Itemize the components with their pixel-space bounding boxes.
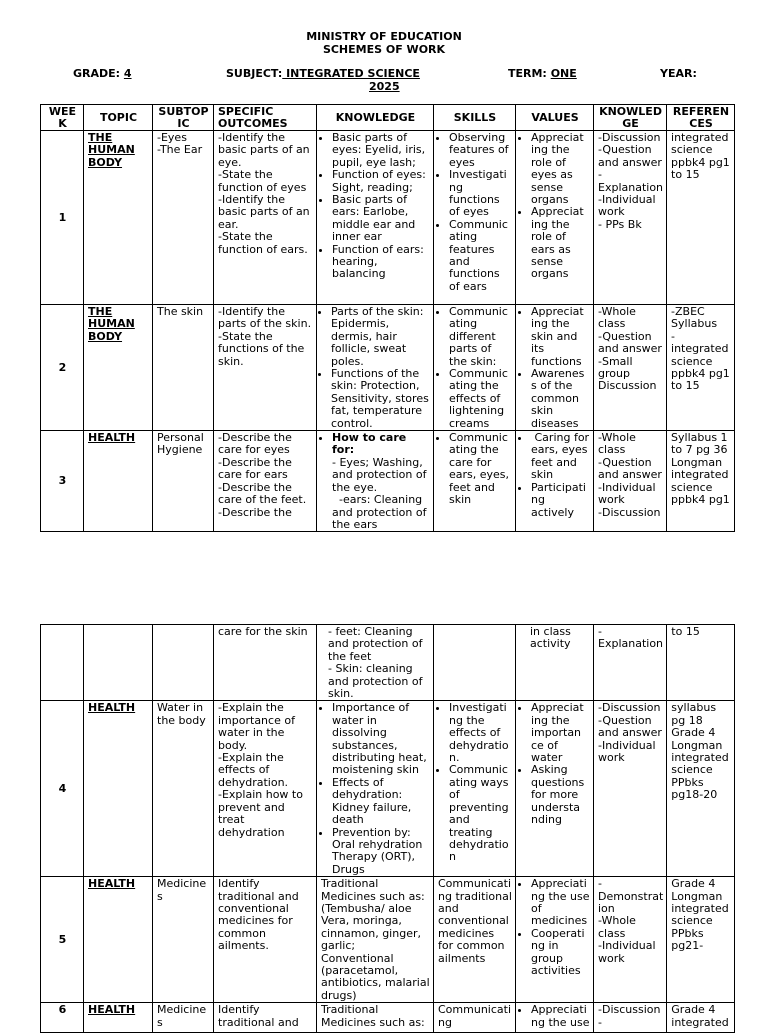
document-title: SCHEMES OF WORK <box>322 43 446 56</box>
list-item: • Participati ng actively <box>531 482 590 519</box>
col-week: WEE K <box>41 105 84 131</box>
topic-cell <box>84 625 153 701</box>
list-item: • Communic ating different parts of the skin: <box>449 306 512 368</box>
topic-text: THE HUMAN BODY <box>88 305 135 343</box>
week-cell: 4 <box>41 701 84 877</box>
methods-cell: -Discussion -Question and answer - Explanation -Individual work - PPs Bk <box>594 131 667 305</box>
list-item: • How to care for: <box>332 432 430 457</box>
list-item: • Communic ating features and functions of ears <box>449 219 512 293</box>
week-cell: 1 <box>41 131 84 305</box>
col-skills: SKILLS <box>434 105 516 131</box>
subtopic-cell: Medicine s <box>153 1003 214 1033</box>
table-row <box>41 305 735 431</box>
list-item: • Communic ating the effects of lightening creams <box>449 368 512 430</box>
topic-cell <box>84 305 153 431</box>
scheme-table-page2 <box>40 624 735 1033</box>
references-cell: integrated science ppbk4 pg1 to 15 <box>667 131 735 305</box>
values-cell <box>516 1003 594 1033</box>
skills-cell: Communicati ng <box>434 1003 516 1033</box>
list-item: • Cooperati ng in group activities <box>531 928 590 978</box>
subtopic-cell: Water in the body <box>153 701 214 877</box>
references-cell: Grade 4 Longman integrated science PPbks pg21- <box>667 877 735 1003</box>
header-row <box>41 105 735 131</box>
knowledge-cell <box>317 131 434 305</box>
col-values: VALUES <box>516 105 594 131</box>
outcomes-cell: -Explain the importance of water in the body. -Explain the effects of dehydration. -Explain how to prevent and treat dehydration <box>214 701 317 877</box>
subtopic-cell: Medicine s <box>153 877 214 1003</box>
grade-label: GRADE: <box>73 67 121 80</box>
skills-cell <box>434 131 516 305</box>
values-cell <box>516 701 594 877</box>
list-item: • Appreciat ing the role of eyes as sense organs <box>531 132 590 206</box>
list-item: • Investigati ng functions of eyes <box>449 169 512 219</box>
list-item: • Appreciat ing the role of ears as sense organs <box>531 206 590 280</box>
skills-cell <box>434 701 516 877</box>
references-cell: -ZBEC Syllabus - integrated science ppbk4 pg1 to 15 <box>667 305 735 431</box>
knowledge-cell <box>317 431 434 532</box>
list-item: • Parts of the skin: Epidermis, dermis, hair follicle, sweat poles. <box>331 306 430 368</box>
topic-text: HEALTH <box>88 701 136 715</box>
list-item: • Observing features of eyes <box>449 132 512 169</box>
outcomes-cell: care for the skin <box>214 625 317 701</box>
list-item: • Investigati ng the effects of dehydratio n. <box>449 702 512 764</box>
list-item: • Basic parts of eyes: Eyelid, iris, pupil, eye lash; <box>332 132 430 169</box>
outcomes-cell: Identify traditional and <box>214 1003 317 1033</box>
methods-cell: -Discussion - <box>594 1003 667 1033</box>
topic-text: HEALTH <box>88 431 136 445</box>
skills-cell <box>434 625 516 701</box>
col-outcomes: SPECIFIC OUTCOMES <box>214 105 317 131</box>
topic-text: HEALTH <box>88 1003 136 1017</box>
list-item: • Asking questions for more understa nding <box>531 764 590 826</box>
values-cell <box>516 131 594 305</box>
references-cell: Syllabus 1 to 7 pg 36 Longman integrated science ppbk4 pg1 <box>667 431 735 532</box>
col-references: REFEREN CES <box>667 105 735 131</box>
skills-cell: Communicati ng traditional and conventional medicines for common ailments <box>434 877 516 1003</box>
values-cell <box>516 305 594 431</box>
subtopic-cell <box>153 625 214 701</box>
table-row <box>41 431 735 532</box>
references-cell: syllabus pg 18 Grade 4 Longman integrated science PPbks pg18-20 <box>667 701 735 877</box>
subject-label: SUBJECT: <box>226 67 283 80</box>
list-item: • Functions of the skin: Protection, Sensitivity, stores fat, temperature control. <box>331 368 430 430</box>
list-item: • Effects of dehydration: Kidney failure, death <box>332 777 430 827</box>
knowledge-cell: Traditional Medicines such as: (Tembusha/ aloe Vera, moringa, cinnamon, ginger, garlic; Conventional (paracetamol, antibiotics, malarial drugs) <box>317 877 434 1003</box>
table-row <box>41 701 735 877</box>
year-field <box>660 67 697 80</box>
list-item: • Importance of water in dissolving substances, distributing heat, moistening skin <box>332 702 430 776</box>
knowledge-line: - Eyes; Washing, and protection of the eye. <box>332 455 427 494</box>
outcomes-cell: Identify traditional and conventional medicines for common ailments. <box>214 877 317 1003</box>
table-row <box>41 1003 735 1033</box>
term-label: TERM: <box>508 67 547 80</box>
methods-cell: -Discussion -Question and answer -Individual work <box>594 701 667 877</box>
knowledge-cell <box>317 625 434 701</box>
list-item: • Prevention by: Oral rehydration Therapy (ORT), Drugs <box>332 827 430 877</box>
list-item: • Appreciat ing the importan ce of water <box>531 702 590 764</box>
col-methods: KNOWLED GE <box>594 105 667 131</box>
skills-cell <box>434 305 516 431</box>
ministry-title: MINISTRY OF EDUCATION <box>306 30 462 43</box>
subject-field <box>226 67 420 80</box>
list-item: • Appreciati ng the use of medicines <box>531 878 590 928</box>
year-label: YEAR: <box>660 67 697 80</box>
list-item: • Communic ating the care for ears, eyes, feet and skin <box>449 432 512 506</box>
term-value: ONE <box>550 67 577 80</box>
values-cell <box>516 877 594 1003</box>
list-item: • Function of ears: hearing, balancing <box>332 244 430 281</box>
values-cell <box>516 431 594 532</box>
list-item: • Basic parts of ears: Earlobe, middle ear and inner ear <box>332 194 430 244</box>
topic-cell <box>84 431 153 532</box>
grade-field <box>73 67 132 80</box>
knowledge-cell <box>317 701 434 877</box>
topic-cell <box>84 701 153 877</box>
methods-cell: -Whole class -Question and answer -Individual work -Discussion <box>594 431 667 532</box>
values-cell: in class activity <box>516 625 594 701</box>
outcomes-cell: -Describe the care for eyes -Describe the care for ears -Describe the care of the feet. -Describe the <box>214 431 317 532</box>
list-item: • Awarenes s of the common skin diseases <box>531 368 590 430</box>
topic-text: THE HUMAN BODY <box>88 131 135 169</box>
topic-cell <box>84 1003 153 1033</box>
subtopic-cell: Personal Hygiene <box>153 431 214 532</box>
knowledge-line: - Skin: cleaning and protection of skin. <box>328 662 423 701</box>
list-item: • Caring for ears, eyes feet and skin <box>531 432 590 482</box>
topic-text: HEALTH <box>88 877 136 891</box>
week-cell: 3 <box>41 431 84 532</box>
list-item: • Communic ating ways of preventing and treating dehydratio n <box>449 764 512 863</box>
references-cell: to 15 <box>667 625 735 701</box>
subtopic-cell: -Eyes -The Ear <box>153 131 214 305</box>
table-row <box>41 131 735 305</box>
methods-cell: -Whole class -Question and answer -Small group Discussion <box>594 305 667 431</box>
references-cell: Grade 4 integrated <box>667 1003 735 1033</box>
methods-cell: - Demonstrat ion -Whole class -Individual work <box>594 877 667 1003</box>
grade-value: 4 <box>123 67 132 80</box>
term-field <box>508 67 577 80</box>
knowledge-line: -ears: Cleaning and protection of the ears <box>332 493 430 531</box>
knowledge-cell: Traditional Medicines such as: <box>317 1003 434 1033</box>
subject-value: INTEGRATED SCIENCE <box>282 67 420 80</box>
list-item: • Appreciat ing the skin and its functions <box>531 306 590 368</box>
table-row <box>41 625 735 701</box>
week-cell: 2 <box>41 305 84 431</box>
scheme-table-page1 <box>40 104 735 532</box>
col-topic: TOPIC <box>84 105 153 131</box>
list-item: • Function of eyes: Sight, reading; <box>332 169 430 194</box>
topic-cell <box>84 131 153 305</box>
year-value-field <box>369 80 400 93</box>
col-subtopic: SUBTOP IC <box>153 105 214 131</box>
week-cell: 6 <box>41 1003 84 1033</box>
methods-cell: - Explanation <box>594 625 667 701</box>
skills-cell <box>434 431 516 532</box>
outcomes-cell: -Identify the parts of the skin. -State the functions of the skin. <box>214 305 317 431</box>
outcomes-cell: -Identify the basic parts of an eye. -State the function of eyes -Identify the basic parts of an ear. -State the function of ears. <box>214 131 317 305</box>
subtopic-cell: The skin <box>153 305 214 431</box>
table-row <box>41 877 735 1003</box>
col-knowledge: KNOWLEDGE <box>317 105 434 131</box>
week-cell: 5 <box>41 877 84 1003</box>
week-cell <box>41 625 84 701</box>
knowledge-line: - feet: Cleaning and protection of the feet <box>328 625 423 663</box>
list-item: • Appreciati ng the use <box>531 1004 590 1029</box>
topic-cell <box>84 877 153 1003</box>
knowledge-cell <box>317 305 434 431</box>
year-value: 2025 <box>369 80 400 93</box>
